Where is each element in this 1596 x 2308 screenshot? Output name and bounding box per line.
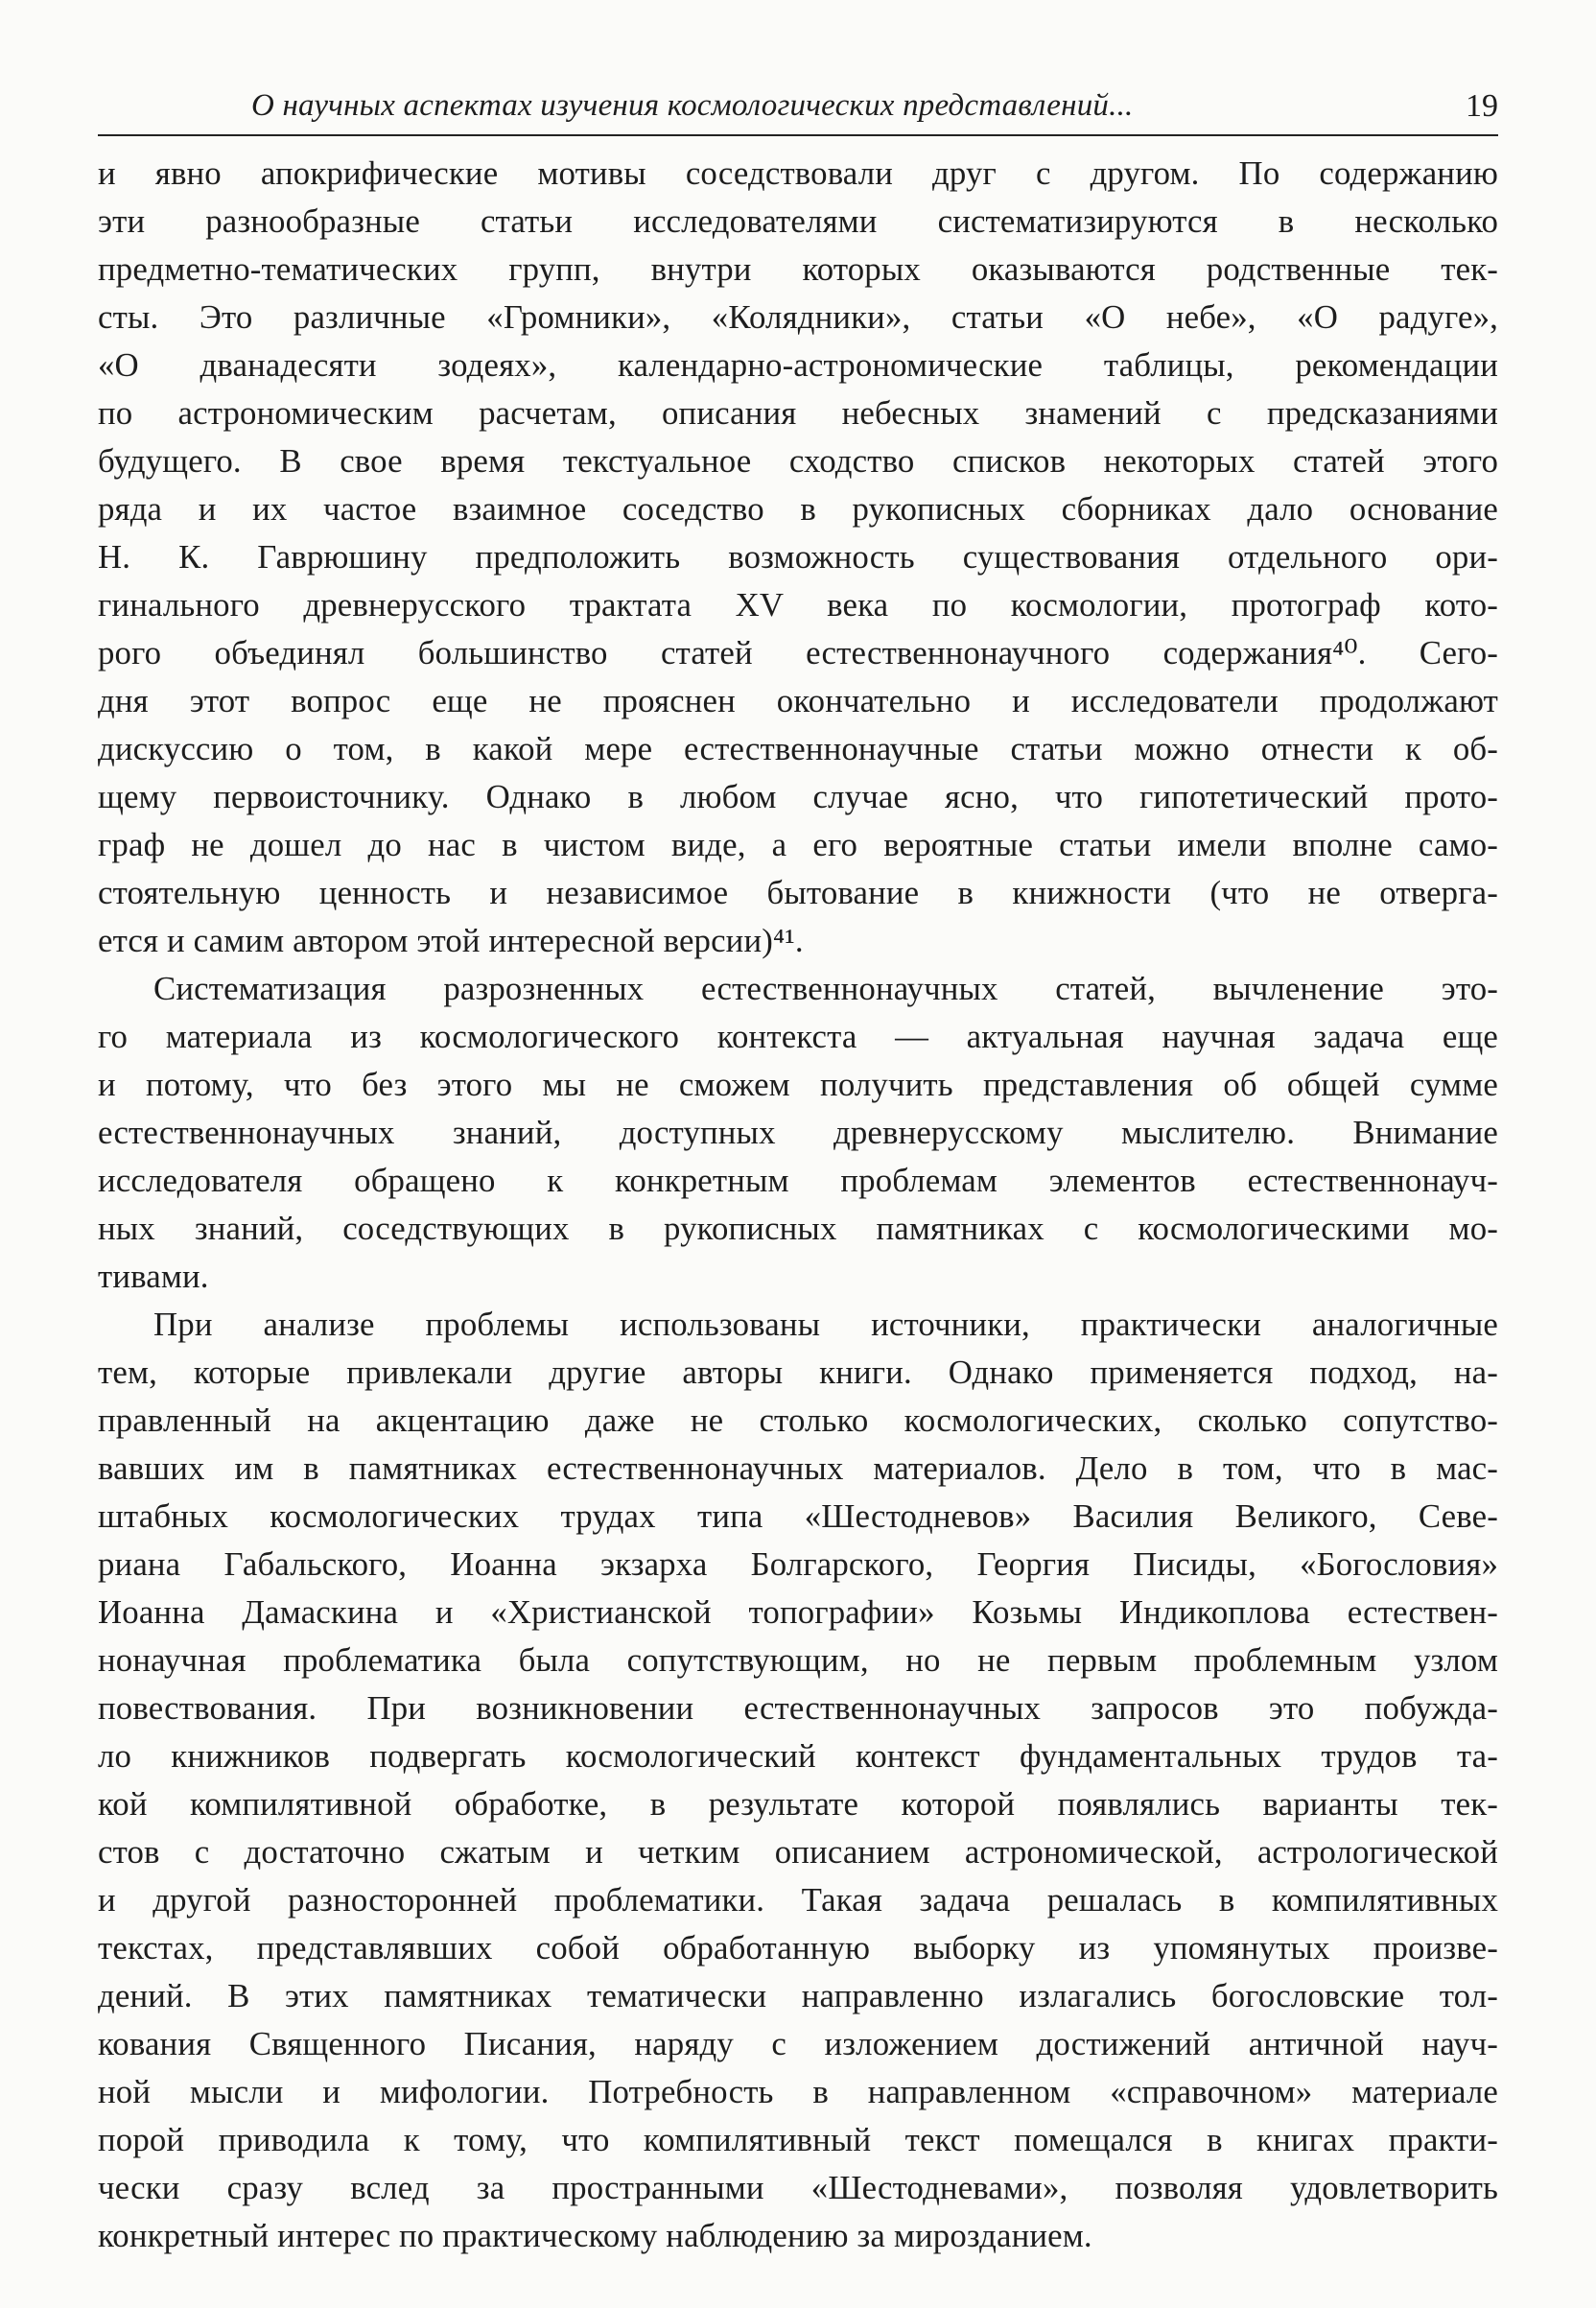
text-line: по астрономическим расчетам, описания небесных знамений с предсказаниями — [98, 394, 1498, 432]
text-line: повествования. При возникновении естественнонаучных запросов это побужда- — [98, 1689, 1498, 1727]
paragraph-3 — [98, 1301, 1498, 2260]
text-line: эти разнообразные статьи исследователями систематизируются в несколько — [98, 202, 1498, 240]
page-number: 19 — [1466, 88, 1498, 124]
paragraph-1 — [98, 150, 1498, 965]
text-line: вавших им в памятниках естественнонаучных материалов. Дело в том, что в мас- — [98, 1449, 1498, 1487]
text-line: ется и самим автором этой интересной версии)⁴¹. — [98, 922, 804, 959]
text-line: кой компилятивной обработке, в результате которой появлялись варианты тек- — [98, 1785, 1498, 1823]
text-line: «О дванадесяти зодеях», календарно-астрономические таблицы, рекомендации — [98, 346, 1498, 384]
text-line: го материала из космологического контекста — актуальная научная задача еще — [98, 1018, 1498, 1055]
text-line: дня этот вопрос еще не прояснен окончательно и исследователи продолжают — [98, 682, 1498, 719]
text-line: рого объединял большинство статей естественнонаучного содержания⁴⁰. Сего- — [98, 634, 1498, 671]
running-title: О научных аспектах изучения космологических представлений... — [251, 88, 1134, 123]
text-line: тивами. — [98, 1258, 209, 1295]
text-line: Систематизация разрозненных естественнонаучных статей, вычленение это- — [153, 970, 1498, 1007]
text-line: дискуссию о том, в какой мере естественнонаучные статьи можно отнести к об- — [98, 730, 1498, 767]
text-line: тем, которые привлекали другие авторы книги. Однако применяется подход, на- — [98, 1354, 1498, 1391]
text-line: щему первоисточнику. Однако в любом случае ясно, что гипотетический прото- — [98, 778, 1498, 815]
text-line: конкретный интерес по практическому наблюдению за мирозданием. — [98, 2217, 1092, 2254]
text-line: правленный на акцентацию даже не столько космологических, сколько сопутство- — [98, 1401, 1498, 1439]
text-line: предметно-тематических групп, внутри которых оказываются родственные тек- — [98, 250, 1498, 288]
text-line: стов с достаточно сжатым и четким описанием астрономической, астрологической — [98, 1833, 1498, 1871]
text-line: чески сразу вслед за пространными «Шестодневами», позволяя удовлетворить — [98, 2169, 1498, 2206]
text-line: гинального древнерусского трактата XV века по космологии, протограф кото- — [98, 586, 1498, 624]
text-line: риана Габальского, Иоанна экзарха Болгарского, Георгия Писиды, «Богословия» — [98, 1545, 1498, 1583]
running-header — [98, 88, 1498, 136]
text-line: ло книжников подвергать космологический контекст фундаментальных трудов та- — [98, 1737, 1498, 1775]
text-line: текстах, представлявших собой обработанную выборку из упомянутых произве- — [98, 1929, 1498, 1967]
text-line: ных знаний, соседствующих в рукописных памятниках с космологическими мо- — [98, 1210, 1498, 1247]
text-line: будущего. В свое время текстуальное сходство списков некоторых статей этого — [98, 442, 1498, 480]
text-line: сты. Это различные «Громники», «Колядники», статьи «О небе», «О радуге», — [98, 298, 1498, 336]
text-line: кования Священного Писания, наряду с изложением достижений античной науч- — [98, 2025, 1498, 2062]
text-line: штабных космологических трудах типа «Шестодневов» Василия Великого, Севе- — [98, 1497, 1498, 1535]
text-line: нонаучная проблематика была сопутствующим, но не первым проблемным узлом — [98, 1641, 1498, 1679]
text-line: дений. В этих памятниках тематически направленно излагались богословские тол- — [98, 1977, 1498, 2014]
text-line: граф не дошел до нас в чистом виде, а его вероятные статьи имели вполне само- — [98, 826, 1498, 863]
text-line: При анализе проблемы использованы источники, практически аналогичные — [153, 1306, 1498, 1343]
book-page — [98, 88, 1498, 2260]
text-line: Иоанна Дамаскина и «Христианской топографии» Козьмы Индикоплова естествен- — [98, 1593, 1498, 1631]
body-text — [98, 150, 1498, 2260]
text-line: и явно апокрифические мотивы соседствовали друг с другом. По содержанию — [98, 154, 1498, 192]
text-line: исследователя обращено к конкретным проблемам элементов естественнонауч- — [98, 1162, 1498, 1199]
text-line: ряда и их частое взаимное соседство в рукописных сборниках дало основание — [98, 490, 1498, 528]
text-line: порой приводила к тому, что компилятивный текст помещался в книгах практи- — [98, 2121, 1498, 2158]
paragraph-2 — [98, 965, 1498, 1301]
text-line: и потому, что без этого мы не сможем получить представления об общей сумме — [98, 1066, 1498, 1103]
text-line: естественнонаучных знаний, доступных древнерусскому мыслителю. Внимание — [98, 1114, 1498, 1151]
text-line: Н. К. Гаврюшину предположить возможность существования отдельного ори- — [98, 538, 1498, 576]
text-line: и другой разносторонней проблематики. Такая задача решалась в компилятивных — [98, 1881, 1498, 1919]
text-line: ной мысли и мифологии. Потребность в направленном «справочном» материале — [98, 2073, 1498, 2110]
text-line: стоятельную ценность и независимое бытование в книжности (что не отверга- — [98, 874, 1498, 911]
